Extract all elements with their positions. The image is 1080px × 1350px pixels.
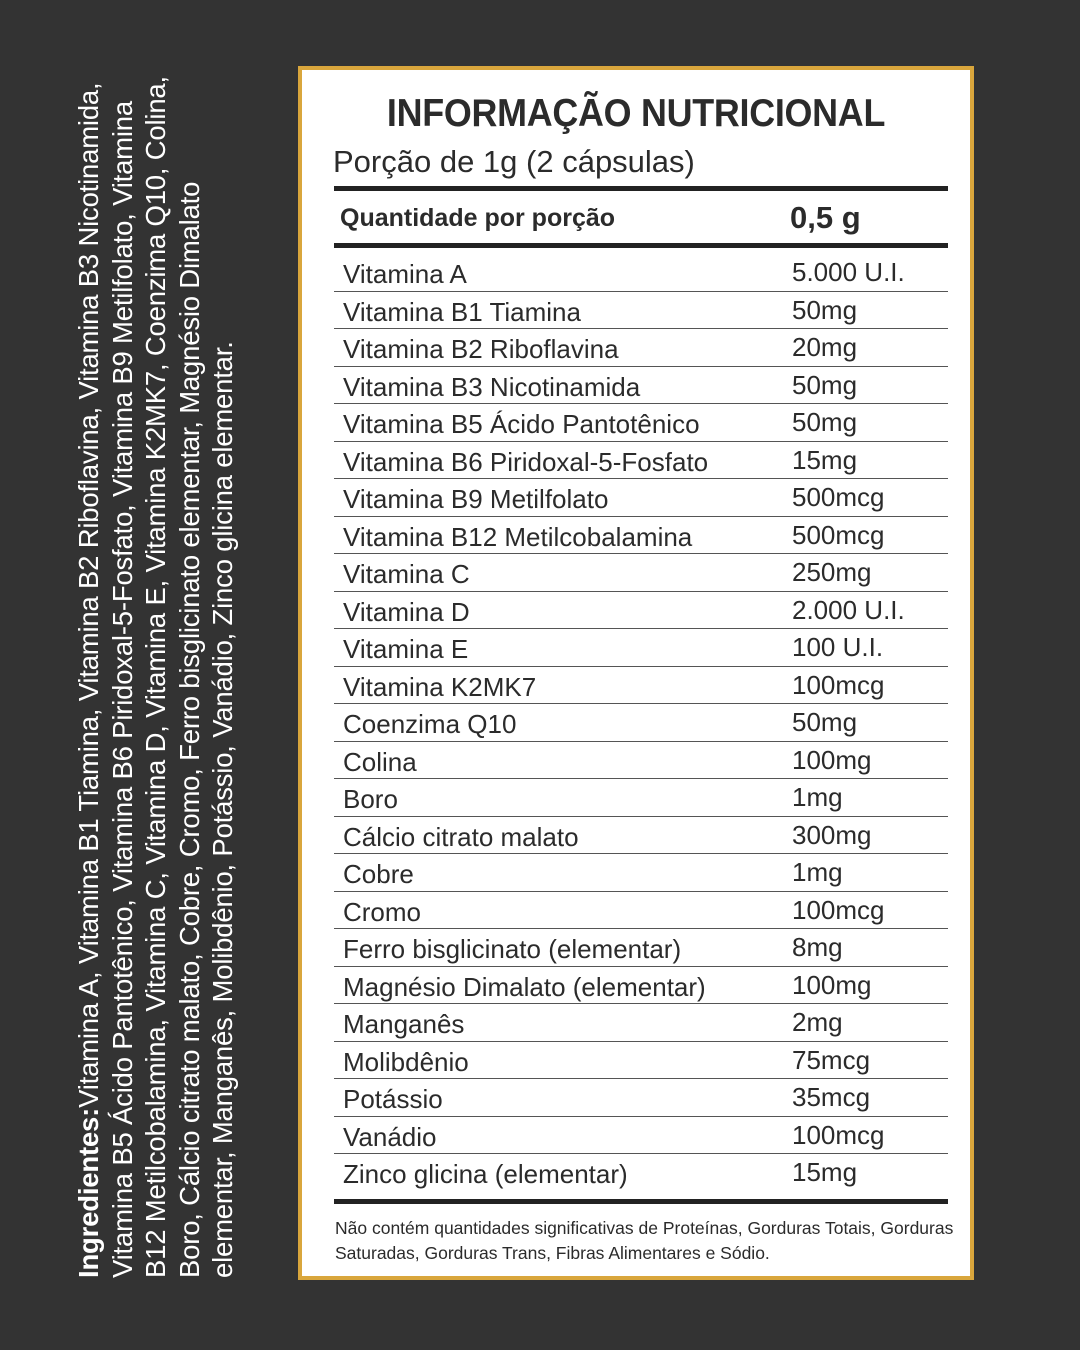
nutrient-value: 100 U.I. [792,632,884,662]
nutrient-name: Vitamina A [343,259,467,289]
nutrient-row [334,704,948,742]
ingredients-list: Vitamina A, Vitamina B1 Tiamina, Vitamina B2 Riboflavina, Vitamina B3 Nicotinamida, Vitamina B5 Ácido Pantotênico, Vitamina B6 Piridoxal-5-Fosfato, Vitamina B9 Metilfolato, Vitamina B12 Metilcobalamina, Vitamina C, Vitamina D, Vitamina E, Vitamina K2MK7, Coenzima Q10, Colina, Boro, Cálcio citrato malato, Cobre, Cromo, Ferro bisglicinato elementar, Magnésio Dimalato elementar, Manganês, Molibdênio, Potássio, Vanádio, Zinco glicina elementar. [73,76,239,1278]
nutrient-name: Cromo [343,896,422,927]
serving-size: Porção de 1g (2 cápsulas) [333,144,695,179]
nutrient-row [334,592,948,630]
nutrient-row [334,517,948,555]
nutrient-value: 500mcg [792,519,885,550]
nutrient-name: Ferro bisglicinato (elementar) [343,934,682,964]
nutrient-value: 250mg [792,557,872,587]
nutrient-value: 50mg [792,407,858,437]
nutrient-row [334,367,948,405]
nutrient-row [334,779,948,817]
quantity-label: Quantidade por porção [340,204,616,232]
nutrient-row [334,1079,948,1117]
nutrient-value: 2.000 U.I. [792,594,905,625]
nutrient-row [334,967,948,1005]
panel-title: INFORMAÇÃO NUTRICIONAL [386,92,886,135]
nutrient-value: 100mcg [792,1119,885,1150]
nutrient-name: Vitamina D [343,596,470,627]
nutrient-value: 500mcg [792,482,885,512]
nutrient-table [334,254,948,1191]
nutrient-row [334,442,948,480]
nutrient-name: Boro [343,784,398,814]
nutrient-row [334,329,948,367]
nutrient-name: Vitamina B1 Tiamina [343,296,581,327]
nutrient-value: 50mg [792,707,858,737]
nutrient-name: Vitamina E [343,634,469,664]
nutrient-value: 35mcg [792,1082,871,1112]
nutrient-row [334,1042,948,1080]
nutrient-row [334,1117,948,1155]
ingredients-area [72,66,287,1278]
nutrient-value: 5.000 U.I. [792,257,905,287]
nutrient-row [334,1154,948,1191]
nutrient-name: Cobre [343,859,414,889]
nutrient-row [334,929,948,967]
nutrient-value: 50mg [792,294,858,325]
nutrient-value: 300mg [792,819,872,850]
nutrient-name: Vitamina B12 Metilcobalamina [343,521,693,552]
nutrient-row [334,1004,948,1042]
nutrient-name: Molibdênio [343,1046,469,1077]
nutrient-name: Cálcio citrato malato [343,821,579,852]
nutrient-value: 8mg [792,932,843,962]
nutrient-name: Vanádio [343,1121,437,1152]
nutrient-value: 100mg [792,744,872,775]
nutrient-value: 100mcg [792,669,885,700]
nutrient-row [334,892,948,930]
nutrient-name: Vitamina B3 Nicotinamida [343,371,641,402]
nutrient-name: Magnésio Dimalato (elementar) [343,971,706,1002]
bottom-divider [334,1199,948,1204]
ingredients-text [72,66,287,1278]
nutrient-name: Vitamina B6 Piridoxal-5-Fosfato [343,446,709,477]
nutrient-row [334,742,948,780]
quantity-value: 0,5 g [790,200,861,235]
nutrient-value: 15mg [792,1157,858,1187]
nutrient-value: 75mcg [792,1044,871,1075]
nutrient-name: Vitamina K2MK7 [343,671,537,702]
nutrient-row [334,479,948,517]
header-divider [334,243,948,248]
top-divider [334,186,948,191]
nutrient-name: Potássio [343,1084,443,1114]
nutrient-name: Vitamina C [343,559,470,589]
nutrient-row [334,554,948,592]
nutrient-name: Manganês [343,1009,465,1039]
nutrient-row [334,629,948,667]
nutrient-name: Coenzima Q10 [343,709,517,739]
footnote: Não contém quantidades significativas de Proteínas, Gorduras Totais, Gorduras Saturadas, Gorduras Trans, Fibras Alimentares e Sódio. [335,1218,954,1263]
nutrient-row [334,854,948,892]
nutrient-row [334,667,948,705]
nutrient-row [334,292,948,330]
nutrient-name: Vitamina B2 Riboflavina [343,334,619,364]
nutrient-value: 100mcg [792,894,885,925]
nutrient-row [334,254,948,292]
nutrient-value: 50mg [792,369,858,400]
nutrient-value: 2mg [792,1007,843,1037]
nutrient-name: Vitamina B5 Ácido Pantotênico [343,409,700,439]
nutrient-value: 15mg [792,444,858,475]
ingredients-label: Ingredientes: [73,1107,104,1278]
nutrient-name: Vitamina B9 Metilfolato [343,484,609,514]
nutrient-row [334,404,948,442]
nutrient-name: Colina [343,746,417,777]
nutrient-value: 1mg [792,782,843,812]
nutrient-value: 100mg [792,969,872,1000]
nutrient-value: 1mg [792,857,843,887]
nutrient-row [334,817,948,855]
nutrient-name: Zinco glicina (elementar) [343,1159,628,1189]
nutrition-panel [298,66,974,1280]
nutrient-value: 20mg [792,332,858,362]
